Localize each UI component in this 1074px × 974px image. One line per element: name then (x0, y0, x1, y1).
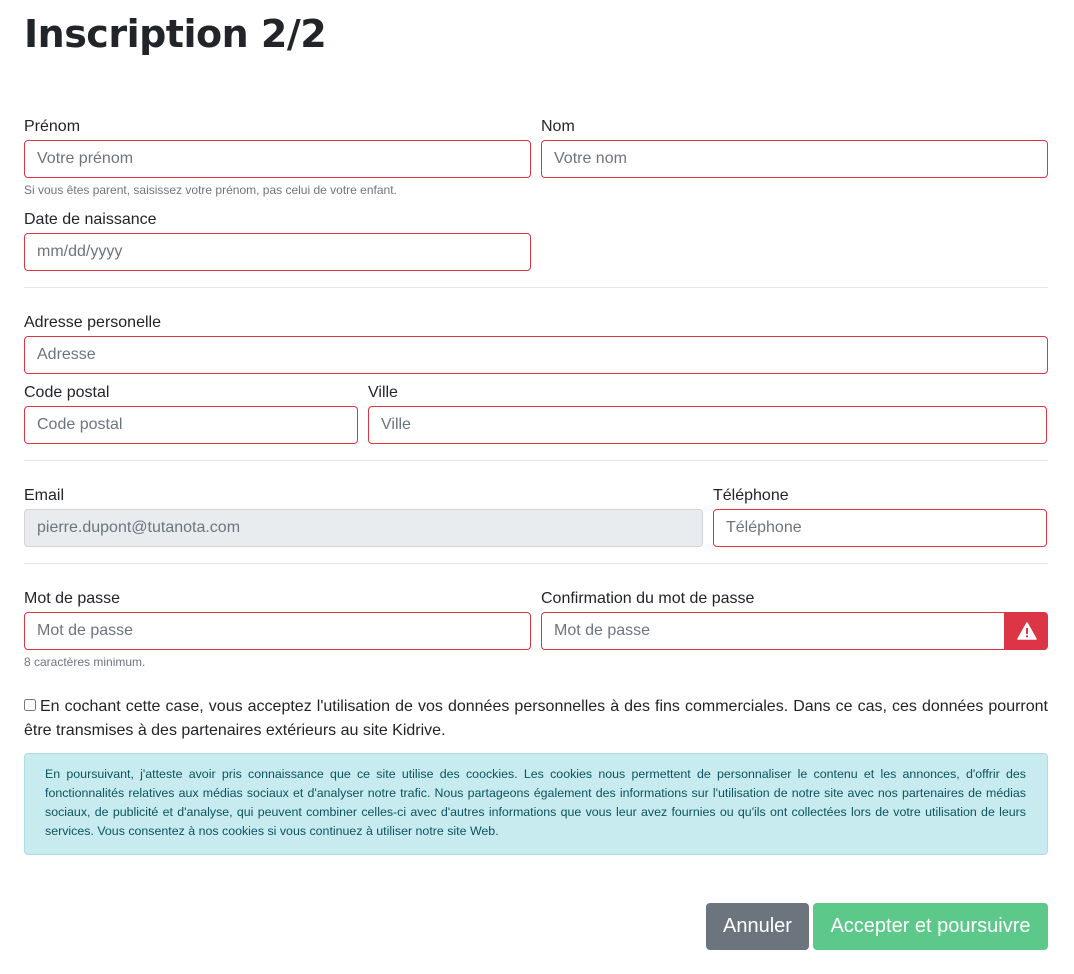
adresse-input[interactable] (24, 336, 1048, 374)
adresse-label: Adresse personelle (24, 314, 161, 331)
prenom-help-text: Si vous êtes parent, saisissez votre prénom, pas celui de votre enfant. (24, 183, 397, 197)
divider (24, 460, 1048, 461)
divider (24, 287, 1048, 288)
telephone-input[interactable] (713, 509, 1047, 547)
accept-button[interactable]: Accepter et poursuivre (813, 903, 1048, 950)
password-input[interactable] (24, 612, 531, 650)
warning-addon (1005, 612, 1048, 650)
ville-input[interactable] (368, 406, 1047, 444)
password-confirm-input[interactable] (541, 612, 1005, 650)
page-title: Inscription 2/2 (24, 12, 327, 56)
date-naissance-input[interactable] (24, 233, 531, 271)
nom-input[interactable] (541, 140, 1048, 178)
consent-text: En cochant cette case, vous acceptez l'utilisation de vos données personnelles à des fins commerciales. Dans ce cas, ces données pourront être transmises à des partenaires extérieurs au site Kidrive. (24, 698, 1048, 739)
email-field (24, 509, 703, 547)
warning-icon (1017, 622, 1037, 640)
confirmation-label: Confirmation du mot de passe (541, 590, 755, 607)
date-naissance-label: Date de naissance (24, 211, 157, 228)
prenom-label: Prénom (24, 118, 81, 135)
nom-label: Nom (541, 118, 575, 135)
code-postal-input[interactable] (24, 406, 358, 444)
ville-label: Ville (368, 384, 398, 401)
divider (24, 563, 1048, 564)
password-help-text: 8 caractères minimum. (24, 655, 146, 669)
code-postal-label: Code postal (24, 384, 110, 401)
cookie-notice: En poursuivant, j'atteste avoir pris connaissance que ce site utilise des coockies. Les cookies nous permettent de personnaliser le contenu et les annonces, d'offrir des fonctionnalités relatives aux médias sociaux et d'analyser notre trafic. Nous partageons également des informations sur l'utilisation de notre site avec nos partenaires de médias sociaux, de publicité et d'analyse, qui peuvent combiner celles-ci avec d'autres informations que vous leur avez fournies ou qu'ils ont collectées lors de votre utilisation de leurs services. Vous consentez à nos cookies si vous continuez à utiliser notre site Web. (24, 753, 1048, 855)
mot-de-passe-label: Mot de passe (24, 590, 121, 607)
telephone-label: Téléphone (713, 487, 789, 504)
cancel-button[interactable]: Annuler (706, 903, 809, 950)
prenom-input[interactable] (24, 140, 531, 178)
consent-row (24, 695, 1048, 743)
consent-checkbox[interactable] (24, 699, 36, 711)
email-label: Email (24, 487, 65, 504)
